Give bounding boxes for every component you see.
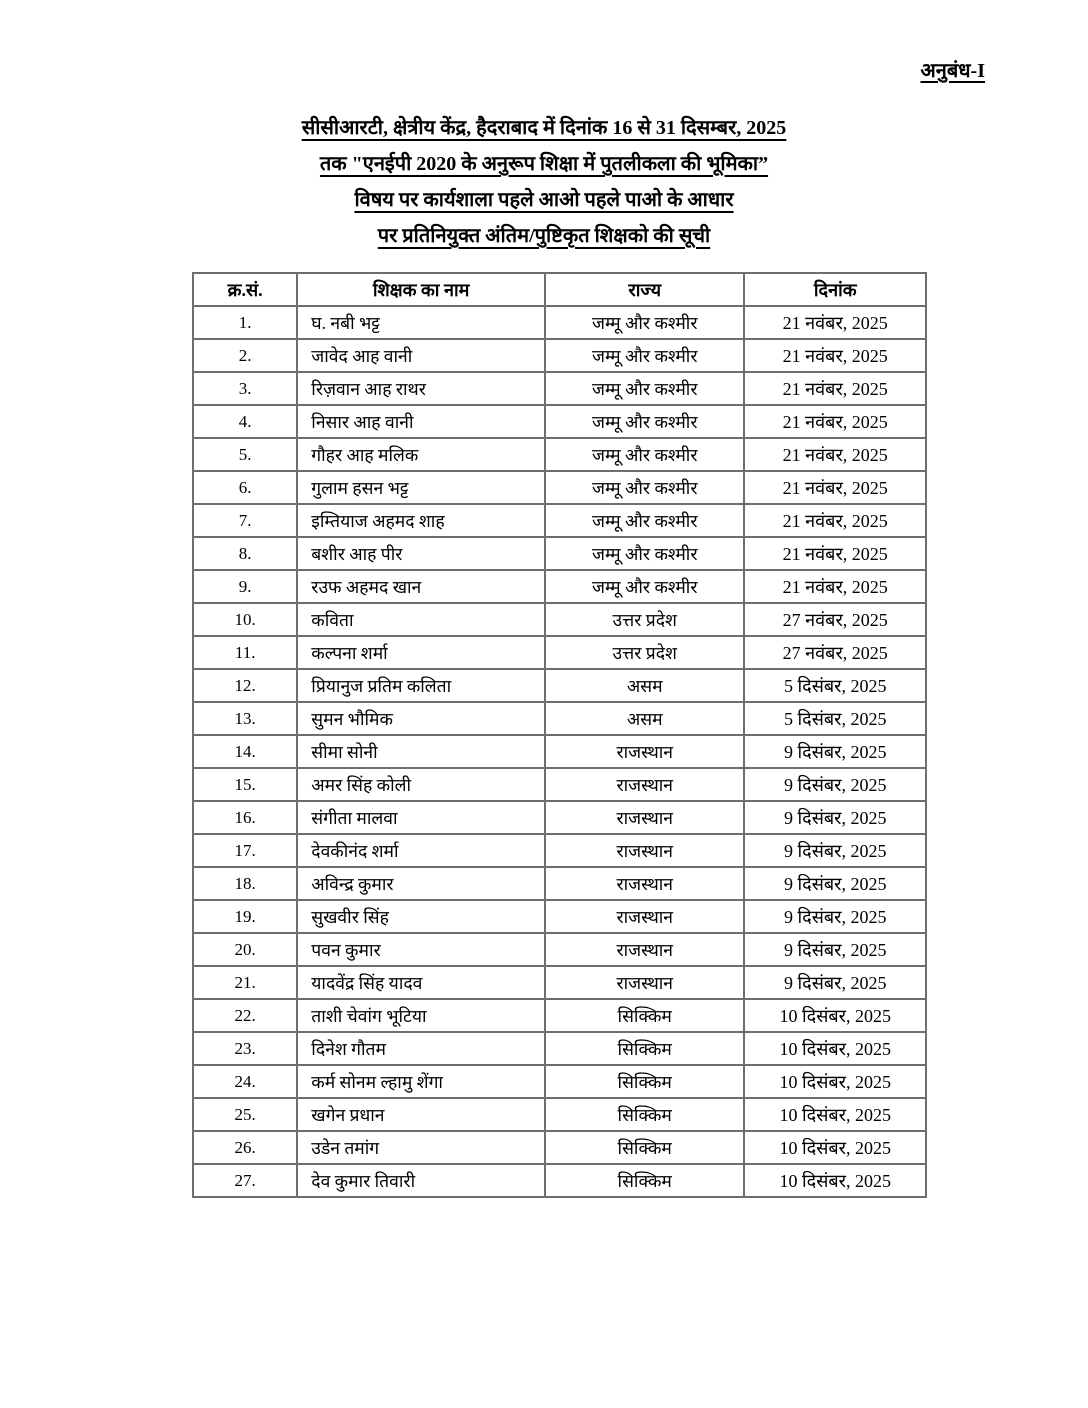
cell-serial: 20. xyxy=(193,933,297,966)
cell-name: जावेद आह वानी xyxy=(297,339,545,372)
cell-date: 21 नवंबर, 2025 xyxy=(744,306,926,339)
cell-state: राजस्थान xyxy=(545,966,745,999)
cell-name: संगीता मालवा xyxy=(297,801,545,834)
cell-state: राजस्थान xyxy=(545,735,745,768)
cell-name: दिनेश गौतम xyxy=(297,1032,545,1065)
table-row xyxy=(193,1098,926,1131)
cell-serial: 5. xyxy=(193,438,297,471)
cell-serial: 13. xyxy=(193,702,297,735)
cell-serial: 15. xyxy=(193,768,297,801)
heading-line-2: तक "एनईपी 2020 के अनुरूप शिक्षा में पुतलीकला की भूमिका” xyxy=(319,153,769,175)
cell-state: राजस्थान xyxy=(545,933,745,966)
cell-date: 27 नवंबर, 2025 xyxy=(744,636,926,669)
cell-date: 10 दिसंबर, 2025 xyxy=(744,1098,926,1131)
cell-name: पवन कुमार xyxy=(297,933,545,966)
cell-state: राजस्थान xyxy=(545,834,745,867)
cell-serial: 14. xyxy=(193,735,297,768)
cell-serial: 22. xyxy=(193,999,297,1032)
cell-name: देव कुमार तिवारी xyxy=(297,1164,545,1197)
cell-state: उत्तर प्रदेश xyxy=(545,636,745,669)
teacher-table xyxy=(192,272,927,1198)
cell-serial: 11. xyxy=(193,636,297,669)
cell-state: जम्मू और कश्मीर xyxy=(545,537,745,570)
cell-name: बशीर आह पीर xyxy=(297,537,545,570)
cell-serial: 12. xyxy=(193,669,297,702)
cell-date: 9 दिसंबर, 2025 xyxy=(744,867,926,900)
cell-date: 9 दिसंबर, 2025 xyxy=(744,966,926,999)
cell-state: जम्मू और कश्मीर xyxy=(545,471,745,504)
annexure-label: अनुबंध-I xyxy=(920,60,985,82)
table-row xyxy=(193,537,926,570)
table-row xyxy=(193,834,926,867)
cell-date: 5 दिसंबर, 2025 xyxy=(744,669,926,702)
table-row xyxy=(193,1032,926,1065)
header-cell-name: शिक्षक का नाम xyxy=(297,273,545,306)
table-row xyxy=(193,1065,926,1098)
cell-name: देवकीनंद शर्मा xyxy=(297,834,545,867)
cell-date: 10 दिसंबर, 2025 xyxy=(744,1065,926,1098)
cell-name: अविन्द्र कुमार xyxy=(297,867,545,900)
cell-state: राजस्थान xyxy=(545,768,745,801)
cell-date: 21 नवंबर, 2025 xyxy=(744,372,926,405)
table-row xyxy=(193,570,926,603)
cell-name: कविता xyxy=(297,603,545,636)
cell-name: कल्पना शर्मा xyxy=(297,636,545,669)
cell-name: इम्तियाज अहमद शाह xyxy=(297,504,545,537)
cell-state: सिक्किम xyxy=(545,1032,745,1065)
cell-date: 10 दिसंबर, 2025 xyxy=(744,1032,926,1065)
table-row xyxy=(193,636,926,669)
cell-name: सुखवीर सिंह xyxy=(297,900,545,933)
cell-date: 5 दिसंबर, 2025 xyxy=(744,702,926,735)
cell-date: 21 नवंबर, 2025 xyxy=(744,339,926,372)
table-row xyxy=(193,1164,926,1197)
table-row xyxy=(193,372,926,405)
table-row xyxy=(193,900,926,933)
cell-state: सिक्किम xyxy=(545,1065,745,1098)
cell-serial: 4. xyxy=(193,405,297,438)
cell-name: घ. नबी भट्ट xyxy=(297,306,545,339)
cell-state: जम्मू और कश्मीर xyxy=(545,438,745,471)
cell-serial: 16. xyxy=(193,801,297,834)
cell-serial: 25. xyxy=(193,1098,297,1131)
cell-name: निसार आह वानी xyxy=(297,405,545,438)
cell-serial: 6. xyxy=(193,471,297,504)
cell-state: सिक्किम xyxy=(545,1164,745,1197)
cell-name: सुमन भौमिक xyxy=(297,702,545,735)
table-header-row xyxy=(193,273,926,306)
cell-name: गुलाम हसन भट्ट xyxy=(297,471,545,504)
cell-name: यादवेंद्र सिंह यादव xyxy=(297,966,545,999)
table-row xyxy=(193,438,926,471)
table-row xyxy=(193,504,926,537)
cell-serial: 17. xyxy=(193,834,297,867)
cell-state: राजस्थान xyxy=(545,900,745,933)
cell-date: 9 दिसंबर, 2025 xyxy=(744,801,926,834)
cell-name: ताशी चेवांग भूटिया xyxy=(297,999,545,1032)
teacher-table-body xyxy=(193,306,926,1197)
cell-date: 10 दिसंबर, 2025 xyxy=(744,1131,926,1164)
table-row xyxy=(193,801,926,834)
cell-date: 9 दिसंबर, 2025 xyxy=(744,768,926,801)
document-heading xyxy=(0,110,1088,254)
table-row xyxy=(193,471,926,504)
cell-date: 21 नवंबर, 2025 xyxy=(744,405,926,438)
cell-serial: 21. xyxy=(193,966,297,999)
table-row xyxy=(193,933,926,966)
cell-state: सिक्किम xyxy=(545,1131,745,1164)
cell-serial: 7. xyxy=(193,504,297,537)
header-cell-state: राज्य xyxy=(545,273,745,306)
cell-serial: 1. xyxy=(193,306,297,339)
header-cell-date: दिनांक xyxy=(744,273,926,306)
cell-state: जम्मू और कश्मीर xyxy=(545,504,745,537)
cell-name: सीमा सोनी xyxy=(297,735,545,768)
cell-name: अमर सिंह कोली xyxy=(297,768,545,801)
cell-date: 21 नवंबर, 2025 xyxy=(744,504,926,537)
table-row xyxy=(193,768,926,801)
cell-state: जम्मू और कश्मीर xyxy=(545,570,745,603)
cell-serial: 9. xyxy=(193,570,297,603)
table-row xyxy=(193,339,926,372)
cell-date: 9 दिसंबर, 2025 xyxy=(744,933,926,966)
cell-state: सिक्किम xyxy=(545,999,745,1032)
cell-serial: 18. xyxy=(193,867,297,900)
table-row xyxy=(193,735,926,768)
cell-date: 21 नवंबर, 2025 xyxy=(744,537,926,570)
cell-state: राजस्थान xyxy=(545,801,745,834)
table-row xyxy=(193,867,926,900)
table-row xyxy=(193,405,926,438)
cell-state: जम्मू और कश्मीर xyxy=(545,306,745,339)
table-row xyxy=(193,966,926,999)
table-row xyxy=(193,999,926,1032)
cell-name: खगेन प्रधान xyxy=(297,1098,545,1131)
cell-serial: 8. xyxy=(193,537,297,570)
cell-name: रउफ अहमद खान xyxy=(297,570,545,603)
cell-state: जम्मू और कश्मीर xyxy=(545,372,745,405)
cell-serial: 27. xyxy=(193,1164,297,1197)
cell-serial: 19. xyxy=(193,900,297,933)
cell-state: असम xyxy=(545,669,745,702)
cell-date: 10 दिसंबर, 2025 xyxy=(744,999,926,1032)
cell-state: जम्मू और कश्मीर xyxy=(545,405,745,438)
cell-date: 9 दिसंबर, 2025 xyxy=(744,900,926,933)
heading-line-4: पर प्रतिनियुक्त अंतिम/पुष्टिकृत शिक्षको की सूची xyxy=(377,225,711,247)
cell-state: राजस्थान xyxy=(545,867,745,900)
cell-state: सिक्किम xyxy=(545,1098,745,1131)
cell-state: असम xyxy=(545,702,745,735)
cell-serial: 10. xyxy=(193,603,297,636)
cell-state: उत्तर प्रदेश xyxy=(545,603,745,636)
cell-date: 21 नवंबर, 2025 xyxy=(744,570,926,603)
cell-date: 27 नवंबर, 2025 xyxy=(744,603,926,636)
table-row xyxy=(193,603,926,636)
cell-serial: 26. xyxy=(193,1131,297,1164)
cell-date: 9 दिसंबर, 2025 xyxy=(744,735,926,768)
header-cell-serial: क्र.सं. xyxy=(193,273,297,306)
table-row xyxy=(193,669,926,702)
heading-line-3: विषय पर कार्यशाला पहले आओ पहले पाओ के आधार xyxy=(354,189,734,211)
cell-name: कर्म सोनम ल्हामु शेंगा xyxy=(297,1065,545,1098)
table-row xyxy=(193,306,926,339)
cell-name: गौहर आह मलिक xyxy=(297,438,545,471)
table-row xyxy=(193,1131,926,1164)
cell-date: 9 दिसंबर, 2025 xyxy=(744,834,926,867)
table-row xyxy=(193,702,926,735)
cell-state: जम्मू और कश्मीर xyxy=(545,339,745,372)
cell-serial: 23. xyxy=(193,1032,297,1065)
cell-date: 21 नवंबर, 2025 xyxy=(744,438,926,471)
cell-name: रिज़वान आह राथर xyxy=(297,372,545,405)
cell-date: 10 दिसंबर, 2025 xyxy=(744,1164,926,1197)
cell-serial: 24. xyxy=(193,1065,297,1098)
heading-line-1: सीसीआरटी, क्षेत्रीय केंद्र, हैदराबाद में दिनांक 16 से 31 दिसम्बर, 2025 xyxy=(301,117,787,139)
cell-serial: 3. xyxy=(193,372,297,405)
cell-name: प्रियानुज प्रतिम कलिता xyxy=(297,669,545,702)
cell-serial: 2. xyxy=(193,339,297,372)
cell-date: 21 नवंबर, 2025 xyxy=(744,471,926,504)
cell-name: उडेन तमांग xyxy=(297,1131,545,1164)
